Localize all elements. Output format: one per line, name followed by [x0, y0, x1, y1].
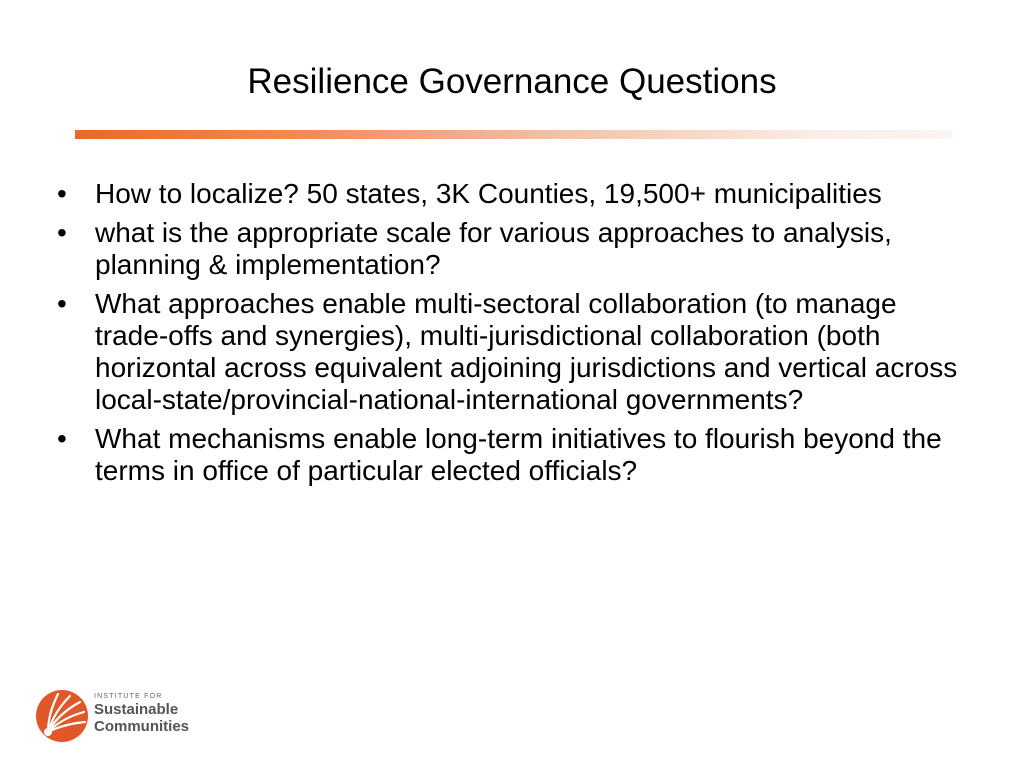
bullet-list — [55, 178, 975, 494]
logo-word-sustainable: Sustainable — [94, 701, 179, 718]
bullet-item — [55, 178, 975, 210]
sunburst-logo-icon — [34, 688, 90, 744]
title-divider — [75, 130, 952, 139]
bullet-text: How to localize? 50 states, 3K Counties, 19,500+ municipalities — [95, 178, 882, 209]
bullet-marker: • — [57, 178, 67, 209]
organization-logo — [34, 688, 204, 744]
bullet-marker: • — [57, 217, 67, 248]
bullet-marker: • — [57, 288, 67, 319]
bullet-item — [55, 288, 975, 416]
bullet-text: What mechanisms enable long-term initiatives to flourish beyond the terms in office of particular elected officials? — [95, 423, 942, 486]
bullet-item — [55, 423, 975, 487]
bullet-text: what is the appropriate scale for various approaches to analysis, planning & implementation? — [95, 217, 892, 280]
slide-title: Resilience Governance Questions — [247, 62, 777, 101]
bullet-marker: • — [57, 423, 67, 454]
bullet-item — [55, 217, 975, 281]
logo-institute-for: INSTITUTE FOR — [94, 693, 163, 700]
bullet-text: What approaches enable multi-sectoral collaboration (to manage trade-offs and synergies), multi-jurisdictional collaboration (both horizontal across equivalent adjoining jurisdictions and vertical across local-state/provincial-national-international governments? — [95, 288, 958, 415]
logo-word-communities: Communities — [94, 718, 190, 735]
